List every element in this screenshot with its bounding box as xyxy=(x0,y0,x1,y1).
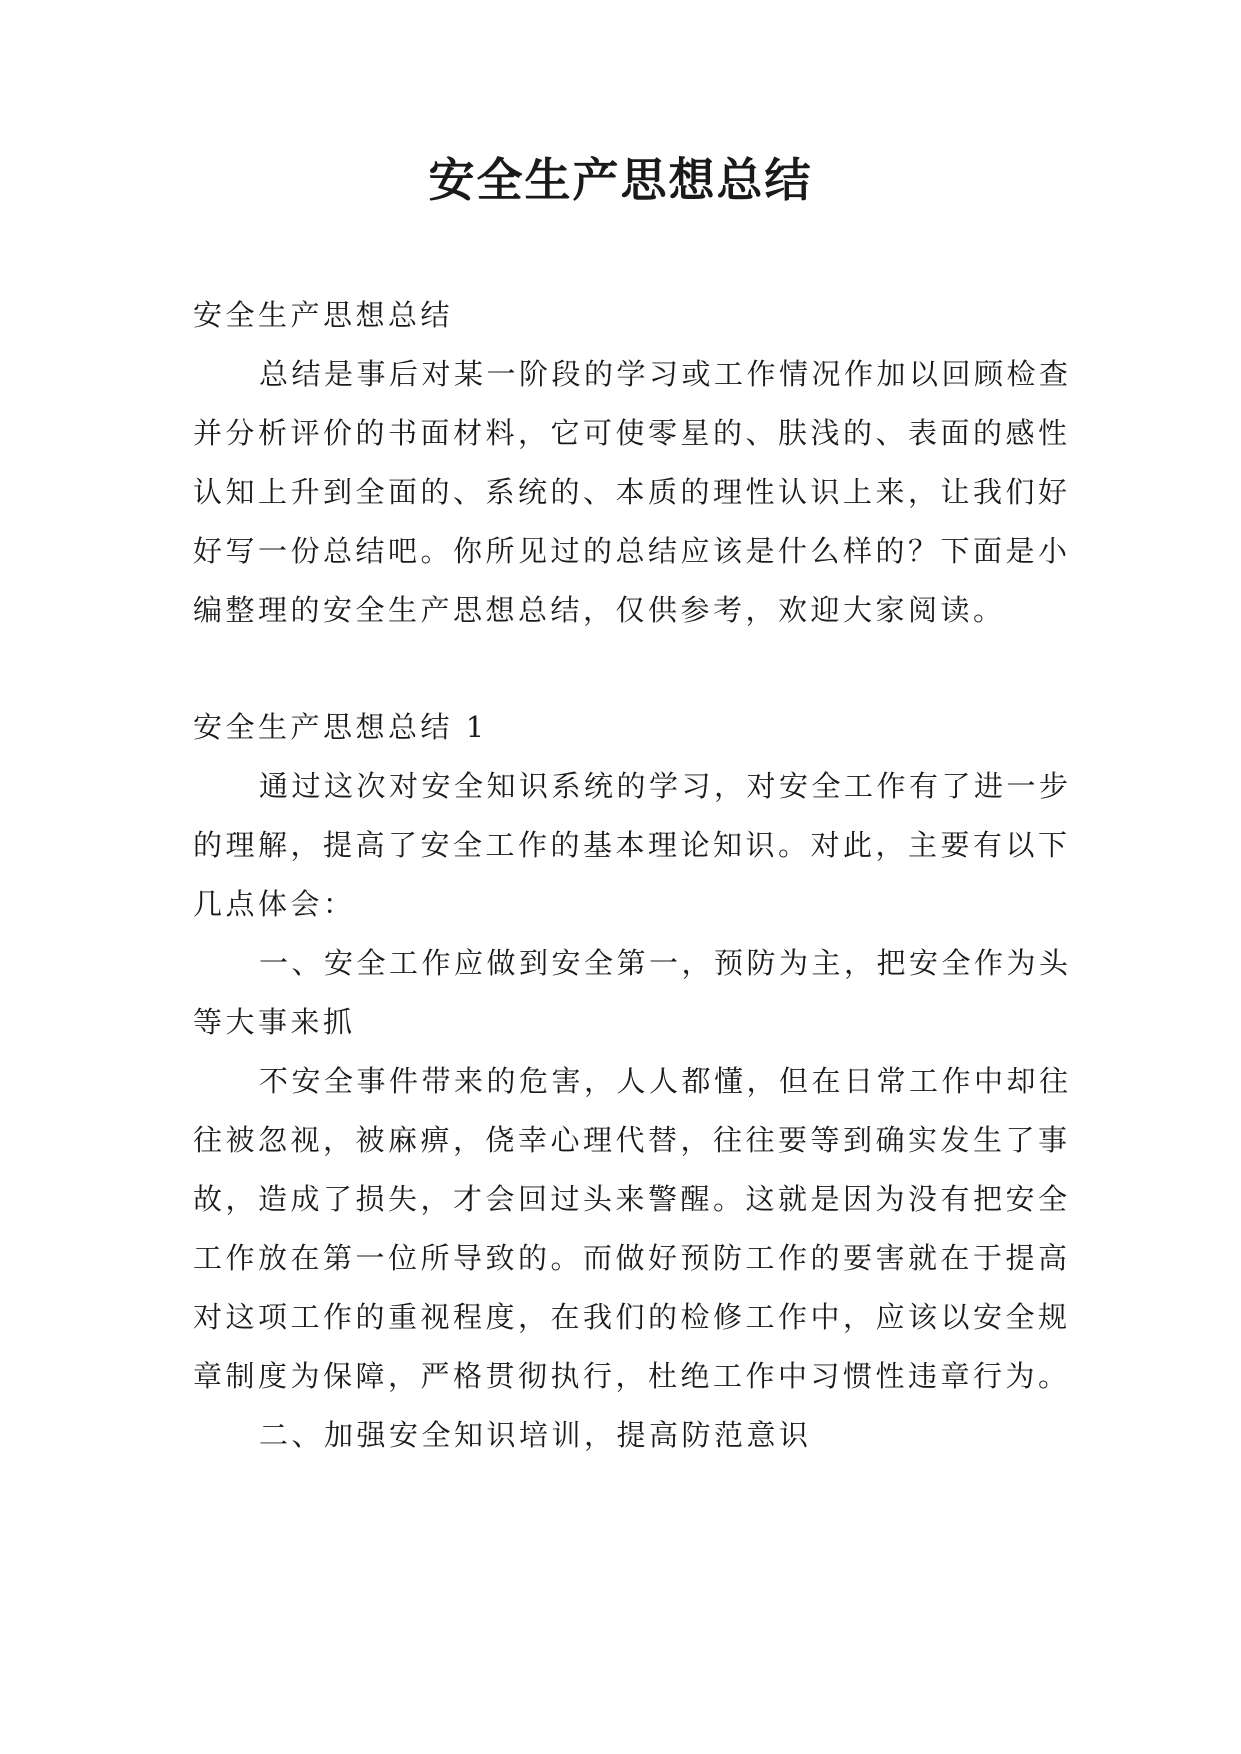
body-paragraph: 通过这次对安全知识系统的学习，对安全工作有了进一步的理解，提高了安全工作的基本理论知识。对此，主要有以下几点体会： xyxy=(193,769,1072,921)
intro-paragraph: 总结是事后对某一阶段的学习或工作情况作加以回顾检查并分析评价的书面材料，它可使零星的、肤浅的、表面的感性认知上升到全面的、系统的、本质的理性认识上来，让我们好好写一份总结吧。你所见过的总结应该是什么样的？下面是小编整理的安全生产思想总结，仅供参考，欢迎大家阅读。 xyxy=(193,357,1072,627)
document-body xyxy=(193,286,1073,1465)
point-heading-1: 一、安全工作应做到安全第一，预防为主，把安全作为头等大事来抓 xyxy=(193,946,1072,1039)
document-title: 安全生产思想总结 xyxy=(428,153,813,207)
point-heading-2: 二、加强安全知识培训，提高防范意识 xyxy=(259,1418,812,1452)
body-paragraph: 不安全事件带来的危害，人人都懂，但在日常工作中却往往被忽视，被麻痹，侥幸心理代替，往往要等到确实发生了事故，造成了损失，才会回过头来警醒。这就是因为没有把安全工作放在第一位所导致的。而做好预防工作的要害就在于提高对这项工作的重视程度，在我们的检修工作中，应该以安全规章制度为保障，严格贯彻执行，杜绝工作中习惯性违章行为。 xyxy=(193,1064,1072,1393)
subtitle-heading: 安全生产思想总结 xyxy=(193,298,454,332)
section-heading: 安全生产思想总结 1 xyxy=(193,710,488,744)
